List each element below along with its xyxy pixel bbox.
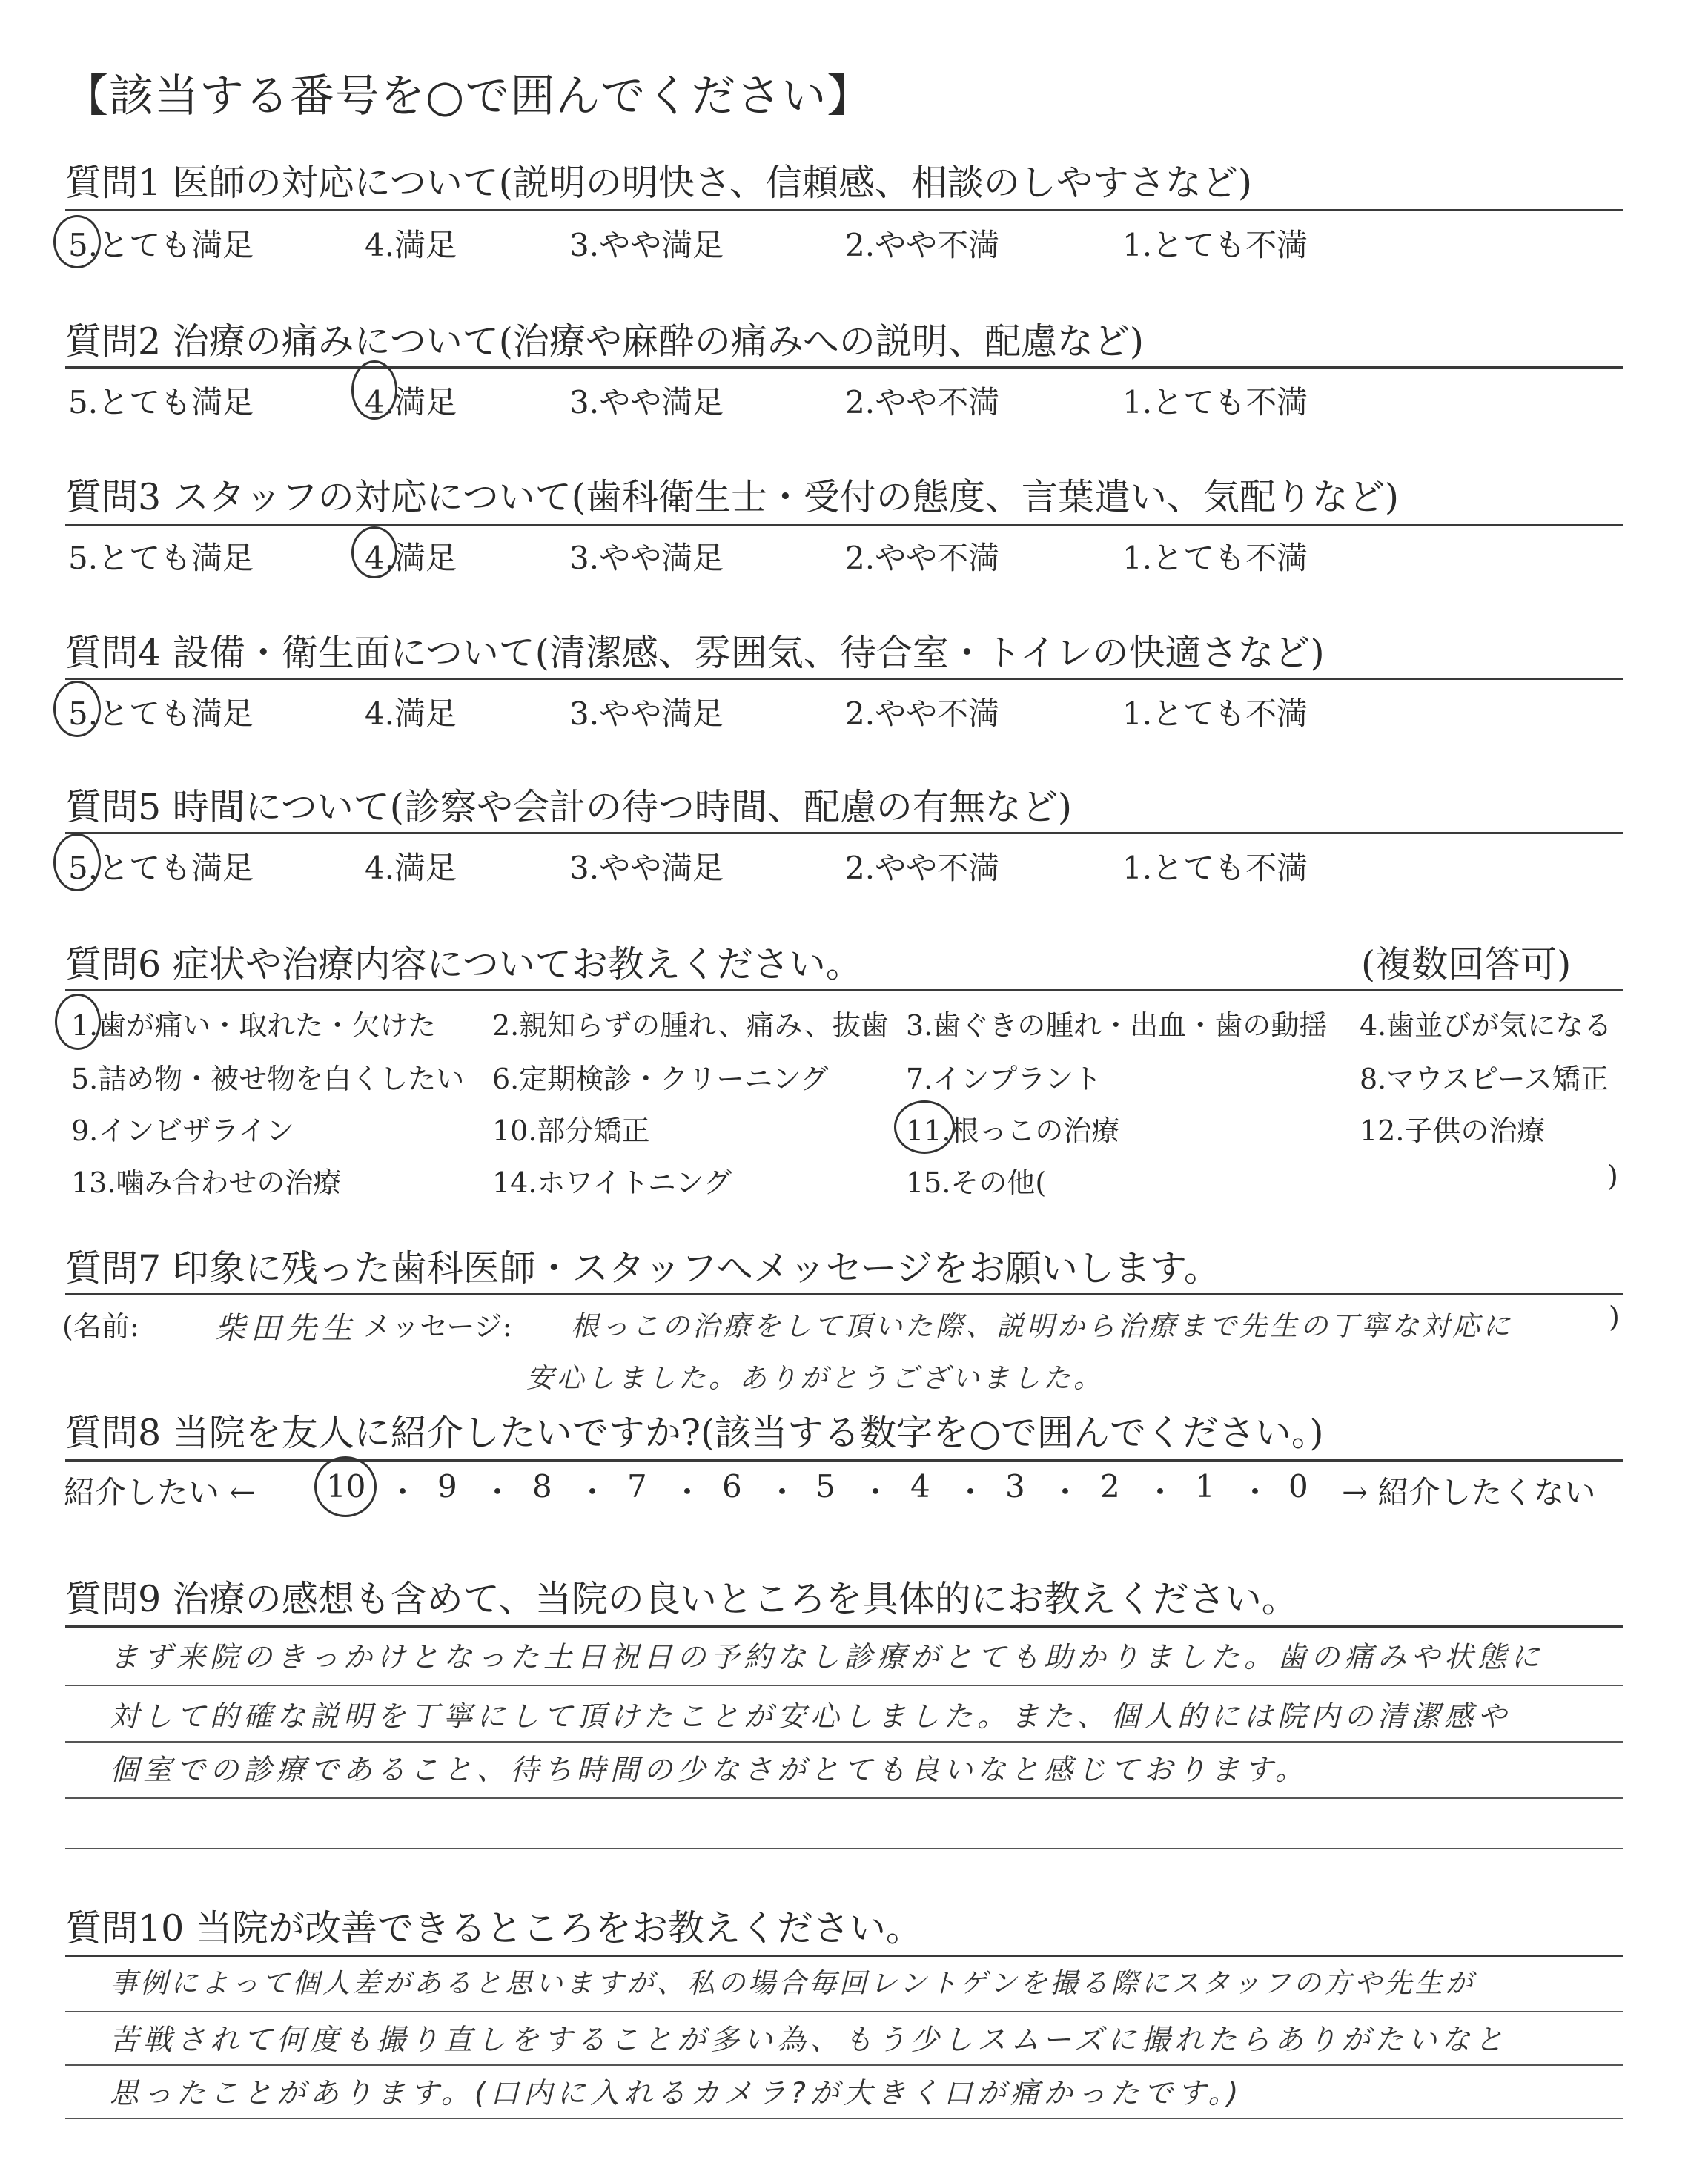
option-1[interactable]: 1.とても不満 bbox=[1122, 696, 1308, 732]
form-heading: 【該当する番号を○で囲んでください】 bbox=[64, 70, 873, 122]
option-5[interactable]: 5.とても満足 bbox=[68, 227, 254, 263]
scale-sep: ・ bbox=[767, 1474, 798, 1510]
message-line-2[interactable]: 安心しました。ありがとうございました。 bbox=[526, 1362, 1104, 1394]
symptom-option-4[interactable]: 4.歯並びが気になる bbox=[1360, 1009, 1612, 1042]
divider bbox=[65, 678, 1623, 680]
symptom-option-10[interactable]: 10.部分矯正 bbox=[492, 1114, 650, 1147]
symptom-option-6[interactable]: 6.定期検診・クリーニング bbox=[492, 1063, 829, 1095]
scale-5[interactable]: 5 bbox=[815, 1468, 835, 1505]
option-5[interactable]: 5.とても満足 bbox=[68, 384, 254, 420]
selection-circle bbox=[55, 994, 101, 1050]
option-1[interactable]: 1.とても不満 bbox=[1122, 384, 1308, 420]
option-2[interactable]: 2.やや不満 bbox=[845, 696, 1000, 732]
option-3[interactable]: 3.やや満足 bbox=[569, 227, 724, 263]
answer-rule bbox=[65, 2118, 1623, 2119]
scale-1[interactable]: 1 bbox=[1195, 1468, 1215, 1505]
scale-sep: ・ bbox=[1239, 1474, 1271, 1510]
scale-10[interactable]: 10 bbox=[326, 1468, 366, 1505]
option-2[interactable]: 2.やや不満 bbox=[845, 850, 1000, 886]
selection-circle bbox=[894, 1100, 955, 1154]
scale-sep: ・ bbox=[1050, 1474, 1082, 1510]
scale-sep: ・ bbox=[577, 1474, 609, 1510]
selection-circle bbox=[53, 215, 101, 268]
question-9-title: 質問9 治療の感想も含めて、当院の良いところを具体的にお教えください。 bbox=[65, 1578, 1298, 1620]
message-label: メッセージ: bbox=[363, 1310, 512, 1343]
recommend-left-label: 紹介したい ← bbox=[64, 1474, 256, 1510]
option-4[interactable]: 4.満足 bbox=[365, 696, 457, 732]
scale-sep: ・ bbox=[1145, 1474, 1176, 1510]
option-2[interactable]: 2.やや不満 bbox=[845, 384, 1000, 420]
symptom-option-8[interactable]: 8.マウスピース矯正 bbox=[1360, 1063, 1609, 1095]
symptom-option-7[interactable]: 7.インプラント bbox=[906, 1063, 1102, 1095]
divider bbox=[65, 1293, 1623, 1295]
selection-circle bbox=[351, 526, 397, 578]
divider bbox=[65, 989, 1623, 991]
question-7-title: 質問7 印象に残った歯科医師・スタッフへメッセージをお願いします。 bbox=[65, 1247, 1220, 1289]
answer-line-2[interactable]: 対して的確な説明を丁寧にして頂けたことが安心しました。また、個人的には院内の清潔感や bbox=[110, 1700, 1512, 1734]
option-3[interactable]: 3.やや満足 bbox=[569, 696, 724, 732]
selection-circle bbox=[53, 681, 101, 737]
symptom-option-14[interactable]: 14.ホワイトニング bbox=[492, 1166, 732, 1199]
selection-circle bbox=[53, 833, 101, 891]
scale-3[interactable]: 3 bbox=[1005, 1468, 1025, 1505]
name-label: (名前: bbox=[62, 1310, 139, 1343]
divider bbox=[65, 1459, 1623, 1462]
question-8-title: 質問8 当院を友人に紹介したいですか?(該当する数字を○で囲んでください。) bbox=[65, 1412, 1324, 1454]
symptom-option-11[interactable]: 11.根っこの治療 bbox=[906, 1114, 1120, 1147]
recommend-right-label: → 紹介したくない bbox=[1342, 1474, 1596, 1510]
symptom-option-5[interactable]: 5.詰め物・被せ物を白くしたい bbox=[71, 1063, 465, 1095]
symptom-option-15[interactable]: 15.その他( bbox=[906, 1166, 1047, 1199]
selection-circle bbox=[314, 1456, 377, 1517]
answer-line-1[interactable]: まず来院のきっかけとなった土日祝日の予約なし診療がとても助かりました。歯の痛みや状態に bbox=[110, 1641, 1545, 1674]
answer-line-2[interactable]: 苦戦されて何度も撮り直しをすることが多い為、もう少しスムーズに撮れたらありがたいなと bbox=[110, 2024, 1509, 2057]
scale-sep: ・ bbox=[482, 1474, 514, 1510]
scale-6[interactable]: 6 bbox=[722, 1468, 742, 1505]
scale-sep: ・ bbox=[672, 1474, 704, 1510]
question-3-title: 質問3 スタッフの対応について(歯科衛生士・受付の態度、言葉遣い、気配りなど) bbox=[65, 476, 1400, 518]
question-1-title: 質問1 医師の対応について(説明の明快さ、信頼感、相談のしやすさなど) bbox=[65, 162, 1253, 204]
divider bbox=[65, 524, 1623, 526]
scale-4[interactable]: 4 bbox=[910, 1468, 930, 1505]
answer-rule bbox=[65, 1797, 1623, 1799]
message-line-1[interactable]: 根っこの治療をして頂いた際、説明から治療まで先生の丁寧な対応に bbox=[571, 1310, 1513, 1342]
option-5[interactable]: 5.とても満足 bbox=[68, 696, 254, 732]
symptom-option-1[interactable]: 1.歯が痛い・取れた・欠けた bbox=[71, 1009, 437, 1042]
answer-rule bbox=[65, 1741, 1623, 1743]
option-2[interactable]: 2.やや不満 bbox=[845, 540, 1000, 576]
answer-rule bbox=[65, 2064, 1623, 2066]
message-close-paren: ) bbox=[1609, 1301, 1620, 1333]
option-4[interactable]: 4.満足 bbox=[365, 384, 457, 420]
symptom-option-2[interactable]: 2.親知らずの腫れ、痛み、抜歯 bbox=[492, 1009, 889, 1042]
scale-sep: ・ bbox=[955, 1474, 987, 1510]
divider bbox=[65, 209, 1623, 211]
scale-2[interactable]: 2 bbox=[1100, 1468, 1120, 1505]
divider bbox=[65, 366, 1623, 369]
answer-rule bbox=[65, 1685, 1623, 1686]
answer-line-3[interactable]: 個室での診療であること、待ち時間の少なさがとても良いなと感じております。 bbox=[110, 1754, 1308, 1787]
symptom-option-9[interactable]: 9.インビザライン bbox=[71, 1114, 295, 1147]
option-3[interactable]: 3.やや満足 bbox=[569, 850, 724, 886]
option-4[interactable]: 4.満足 bbox=[365, 540, 457, 576]
option-3[interactable]: 3.やや満足 bbox=[569, 540, 724, 576]
answer-rule bbox=[65, 2011, 1623, 2012]
symptom-option-12[interactable]: 12.子供の治療 bbox=[1360, 1114, 1546, 1147]
question-2-title: 質問2 治療の痛みについて(治療や麻酔の痛みへの説明、配慮など) bbox=[65, 320, 1145, 363]
scale-sep: ・ bbox=[860, 1474, 892, 1510]
selection-circle bbox=[351, 360, 397, 420]
scale-9[interactable]: 9 bbox=[437, 1468, 457, 1505]
symptom-option-13[interactable]: 13.噛み合わせの治療 bbox=[71, 1166, 342, 1199]
other-close-paren: ) bbox=[1607, 1160, 1618, 1192]
option-5[interactable]: 5.とても満足 bbox=[68, 850, 254, 886]
answer-rule bbox=[65, 1848, 1623, 1849]
option-5[interactable]: 5.とても満足 bbox=[68, 540, 254, 576]
option-3[interactable]: 3.やや満足 bbox=[569, 384, 724, 420]
name-value[interactable]: 柴田先生 bbox=[215, 1310, 357, 1346]
question-5-title: 質問5 時間について(診察や会計の待つ時間、配慮の有無など) bbox=[65, 786, 1073, 828]
divider bbox=[65, 832, 1623, 834]
answer-line-1[interactable]: 事例によって個人差があると思いますが、私の場合毎回レントゲンを撮る際にスタッフの方や先生が bbox=[110, 1967, 1476, 1999]
scale-sep: ・ bbox=[387, 1474, 419, 1510]
symptom-option-3[interactable]: 3.歯ぐきの腫れ・出血・歯の動揺 bbox=[906, 1009, 1328, 1042]
scale-8[interactable]: 8 bbox=[532, 1468, 552, 1505]
option-4[interactable]: 4.満足 bbox=[365, 227, 457, 263]
option-1[interactable]: 1.とても不満 bbox=[1122, 850, 1308, 886]
question-6-note: (複数回答可) bbox=[1361, 943, 1572, 985]
scale-0[interactable]: 0 bbox=[1288, 1468, 1308, 1505]
answer-line-3[interactable]: 思ったことがあります。(口内に入れるカメラ?が大きく口が痛かったです。) bbox=[110, 2077, 1243, 2110]
option-1[interactable]: 1.とても不満 bbox=[1122, 540, 1308, 576]
question-10-title: 質問10 当院が改善できるところをお教えください。 bbox=[65, 1907, 922, 1949]
option-4[interactable]: 4.満足 bbox=[365, 850, 457, 886]
divider bbox=[65, 1955, 1623, 1957]
divider bbox=[65, 1625, 1623, 1628]
question-4-title: 質問4 設備・衛生面について(清潔感、雰囲気、待合室・トイレの快適さなど) bbox=[65, 632, 1325, 674]
question-6-title: 質問6 症状や治療内容についてお教えください。 bbox=[65, 943, 862, 985]
option-2[interactable]: 2.やや不満 bbox=[845, 227, 1000, 263]
option-1[interactable]: 1.とても不満 bbox=[1122, 227, 1308, 263]
scale-7[interactable]: 7 bbox=[627, 1468, 647, 1505]
